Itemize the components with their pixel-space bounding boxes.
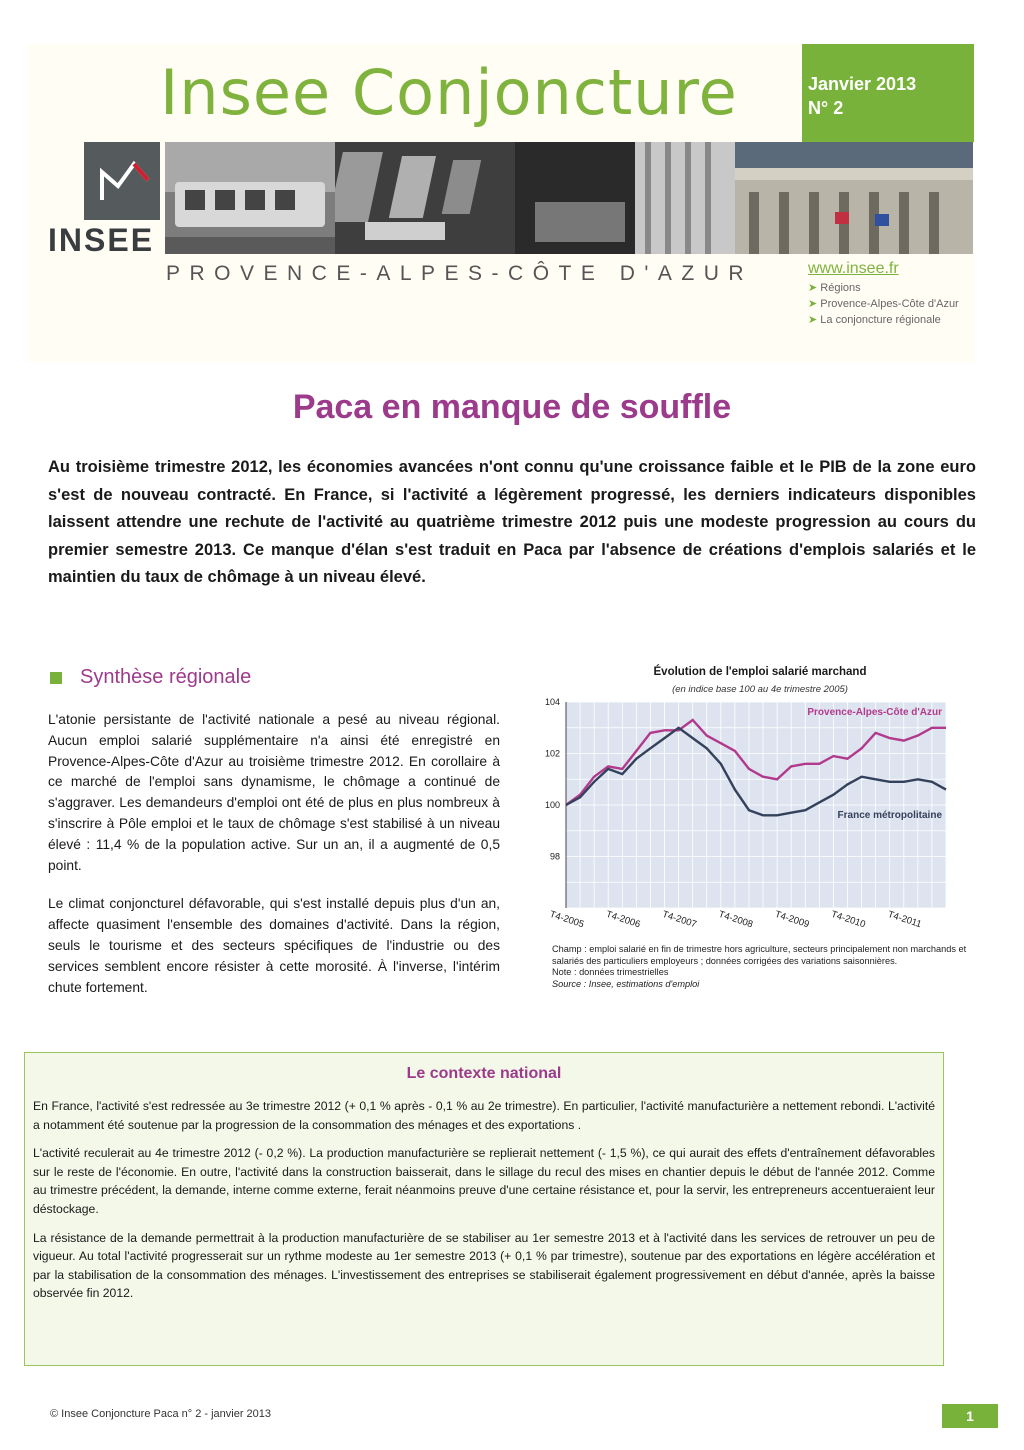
context-title: Le contexte national: [406, 1065, 562, 1082]
photo-strip: [165, 142, 973, 254]
chart-svg: [520, 662, 970, 942]
context-body: [33, 1097, 935, 1313]
x-tick-label: T4-2008: [717, 908, 755, 931]
context-box: [24, 1052, 944, 1366]
y-tick-label: 102: [544, 748, 560, 759]
header-links: [808, 260, 959, 326]
page-number: 1: [942, 1404, 998, 1428]
x-tick-label: T4-2006: [604, 908, 642, 931]
link-conjoncture[interactable]: ➤ La conjoncture régionale: [808, 313, 959, 326]
section-heading: [50, 666, 251, 689]
footer-copyright: © Insee Conjoncture Paca n° 2 - janvier 2013: [50, 1408, 272, 1420]
y-tick-label: 98: [549, 851, 560, 862]
main-title: Paca en manque de souffle: [292, 388, 732, 426]
context-paragraph-2: L'activité reculerait au 4e trimestre 2012 (- 0,2 %). La production manufacturière se replierait nettement (- 1,5 %), ce qui aurait des effets d'entraînement défavorables sur le reste de l'économie. En outre, l'activité dans la construction baisserait, dans le sillage du recul des mises en chantier depuis le début de l'année 2012. Comme au trimestre précédent, la demande, interne comme externe, ferait néanmoins preuve d'une certaine résistance et, pour la servir, les entrepreneurs accentueraient leur déstockage.: [33, 1146, 935, 1216]
photo-building: [735, 142, 973, 254]
x-tick-label: T4-2009: [773, 908, 811, 931]
issue-number: N° 2: [808, 98, 844, 118]
insee-logo: [48, 142, 166, 260]
photo-hall: [635, 142, 735, 254]
x-tick-label: T4-2005: [548, 908, 586, 931]
chart-title: Évolution de l'emploi salarié marchand: [653, 666, 867, 678]
link-paca[interactable]: ➤ Provence-Alpes-Côte d'Azur: [808, 297, 959, 310]
insee-url-link[interactable]: www.insee.fr: [808, 260, 899, 277]
issue-box: [802, 44, 974, 142]
chart-subtitle: (en indice base 100 au 4e trimestre 2005): [672, 684, 848, 695]
chart-note-note: Note : données trimestrielles: [552, 967, 669, 977]
photo-computers: [335, 142, 635, 254]
context-paragraph-1: En France, l'activité s'est redressée au 3e trimestre 2012 (+ 0,1 % après - 0,1 % au 2e trimestre). En particulier, l'activité manufacturière a nettement rebondi. L'activité a notamment été soutenue par la progression de la consommation des ménages et des exportations .: [33, 1099, 935, 1132]
synthese-paragraph-2: Le climat conjoncturel défavorable, qui s'est installé depuis plus d'un an, affecte quasiment l'ensemble des domaines d'activité. Dans la région, seuls le tourisme et des secteurs spécifiques de l'industrie ou des services semblent encore résister à cette morosité. À l'inverse, l'intérim chute fortement.: [48, 896, 500, 995]
synthese-body: [48, 710, 500, 1016]
y-tick-label: 100: [544, 800, 560, 810]
synthese-paragraph-1: L'atonie persistante de l'activité nationale a pesé au niveau régional. Aucun emploi salarié supplémentaire n'a ainsi été enregistré en Provence-Alpes-Côte d'Azur au troisième trimestre 2012. En corollaire à ce marché de l'emploi sans dynamisme, le chômage a continué de s'aggraver. Les demandeurs d'emploi ont été de plus en plus nombreux à s'inscrire à Pôle emploi et le taux de chômage s'est stabilisé à un niveau élevé : 11,4 % de la population active. Sur un an, il a augmenté de 0,5 point.: [48, 712, 500, 873]
lead-paragraph: Au troisième trimestre 2012, les économies avancées n'ont connu qu'une croissance faible et le PIB de la zone euro s'est de nouveau contracté. En France, si l'activité a légèrement progressé, les derniers indicateurs disponibles laissent attendre une rechute de l'activité au quatrième trimestre 2012 puis une modeste progression au cours du premier semestre 2013. Ce manque d'élan s'est traduit en Paca par l'absence de créations d'emplois salariés et le maintien du taux de chômage à un niveau élevé.: [48, 458, 976, 587]
x-tick-label: T4-2007: [660, 908, 698, 931]
logo-text: INSEE: [48, 222, 155, 258]
x-tick-label: T4-2010: [829, 908, 867, 931]
context-paragraph-3: La résistance de la demande permettrait à la production manufacturière de se stabiliser au 1er semestre 2013 et à l'activité dans les services de retrouver un peu de vigueur. Au total l'activité progresserait sur un rythme modeste au 1er semestre 2013 (+ 0,1 % par trimestre), soutenue par des exportations en légère accélération et par la stabilisation de la consommation des ménages. L'investissement des entreprises se stabiliserait également progressivement en début d'année, après la baisse observée fin 2012.: [33, 1230, 935, 1301]
y-tick-label: 104: [544, 697, 560, 707]
photo-tram: [165, 142, 335, 254]
logo-mark-icon: [84, 142, 160, 220]
series-label-france: France métropolitaine: [837, 809, 942, 821]
x-tick-label: T4-2011: [886, 909, 923, 931]
region-name: PROVENCE-ALPES-CÔTE D'AZUR: [166, 262, 754, 285]
issue-date: Janvier 2013: [808, 74, 917, 94]
brand-title: Insee Conjoncture: [160, 56, 738, 129]
section-heading-text: Synthèse régionale: [80, 666, 252, 688]
chart-note: [552, 944, 972, 990]
series-label-paca: Provence-Alpes-Côte d'Azur: [807, 706, 942, 718]
chart-note-champ: Champ : emploi salarié en fin de trimestre hors agriculture, secteurs principalement non marchands et salariés des particuliers employeurs ; données corrigées des variations saisonnières.: [552, 944, 967, 966]
bullet-square-icon: [50, 672, 62, 684]
link-regions[interactable]: ➤ Régions: [808, 281, 959, 294]
chart-note-source: Source : Insee, estimations d'emploi: [552, 978, 700, 989]
employment-chart: [520, 662, 970, 1022]
